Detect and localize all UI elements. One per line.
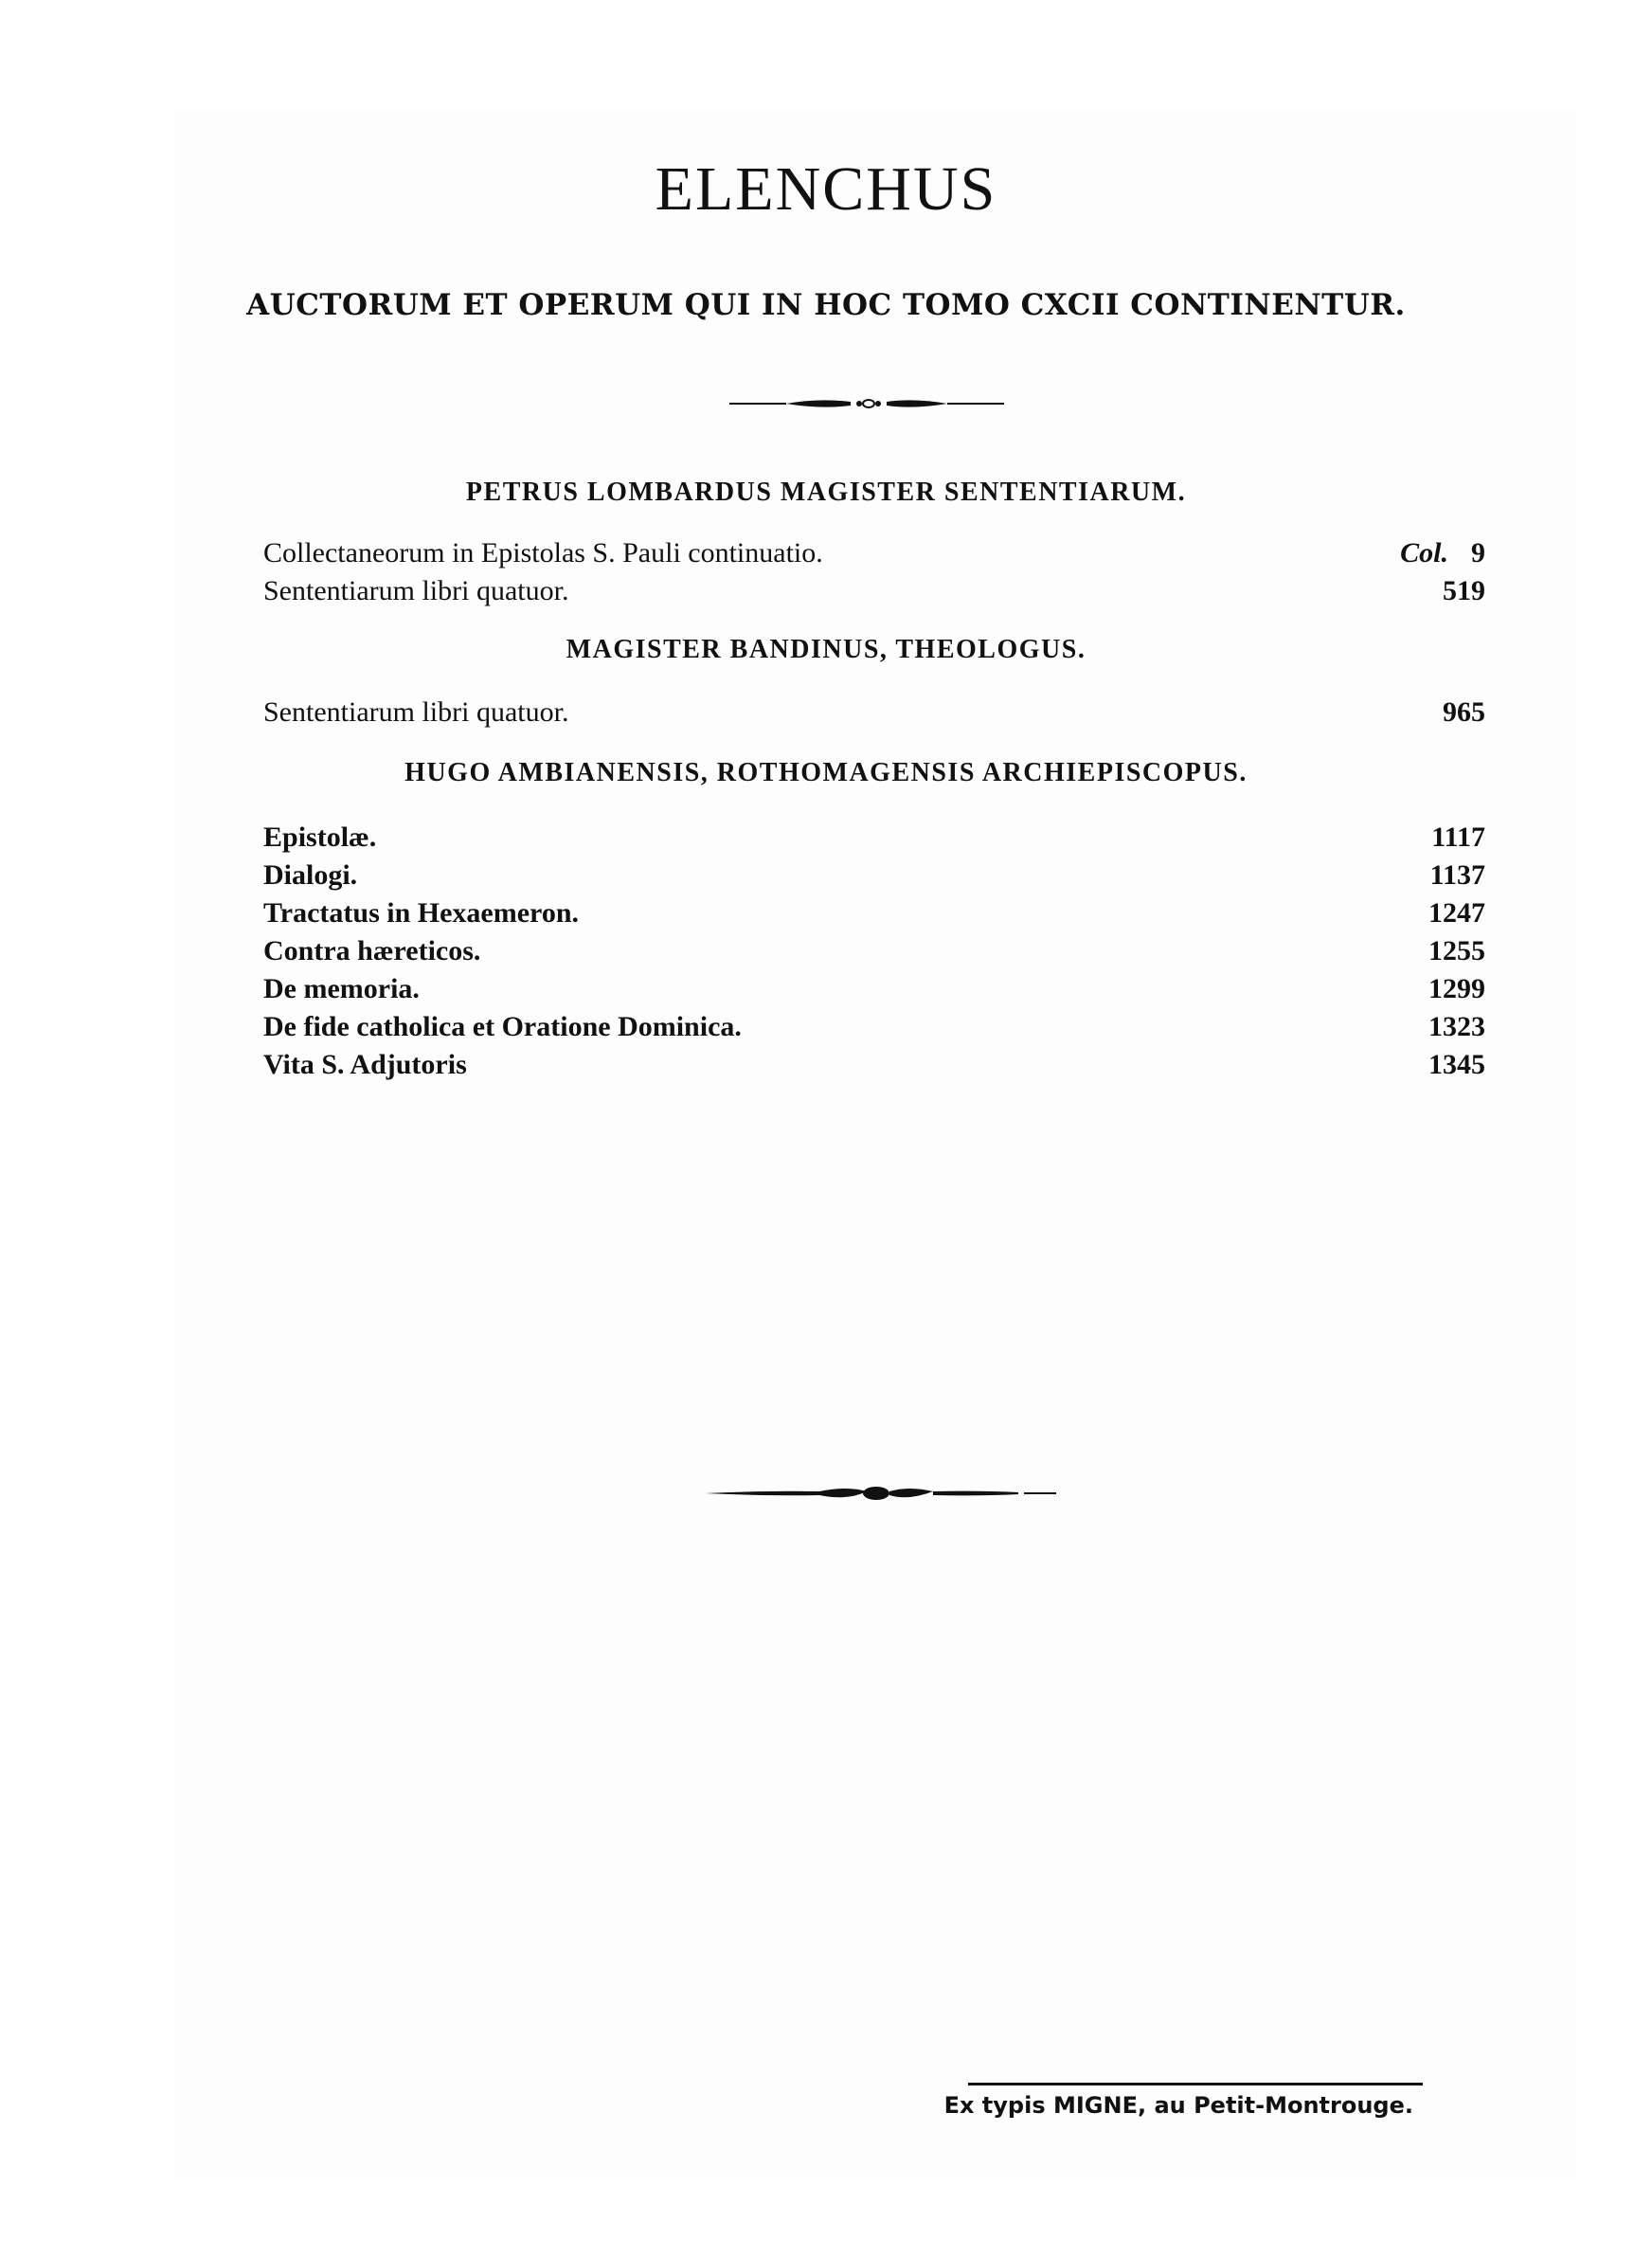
column-number: 9 — [1471, 537, 1485, 569]
imprint-rule — [968, 2083, 1423, 2085]
ornament-rule-top — [729, 394, 1004, 413]
column-number: 519 — [1443, 575, 1485, 606]
column-number: 1299 — [1428, 973, 1485, 1004]
list-item — [263, 894, 1485, 932]
entry-title: Epistolæ. — [263, 822, 377, 853]
entry-title: Sententiarum libri quatuor. — [263, 575, 569, 606]
column-label: Col. — [1400, 537, 1448, 569]
list-item — [263, 970, 1485, 1008]
section-author-petrus-lombardus: PETRUS LOMBARDUS MAGISTER SENTENTIARUM. — [465, 478, 1187, 507]
list-item — [263, 932, 1485, 970]
column-number: 1247 — [1428, 897, 1485, 929]
section-entries-hugo-ambianensis — [263, 819, 1485, 1084]
list-item — [263, 694, 1485, 731]
entry-title: Sententiarum libri quatuor. — [263, 696, 569, 728]
section-entries-petrus-lombardus — [263, 534, 1485, 610]
column-number: 1345 — [1428, 1049, 1485, 1080]
printer-imprint: Ex typis MIGNE, au Petit-Montrouge. — [943, 2092, 1413, 2119]
column-number: 1117 — [1431, 822, 1485, 853]
entry-title: Tractatus in Hexaemeron. — [263, 897, 580, 929]
list-item — [263, 1046, 1485, 1084]
page-subtitle: AUCTORUM ET OPERUM QUI IN HOC TOMO CXCII CONTINENTUR. — [246, 288, 1406, 322]
column-number: 1137 — [1429, 859, 1485, 891]
entry-column — [1400, 534, 1485, 572]
section-entries-bandinus — [263, 694, 1485, 731]
page-sheet — [175, 112, 1575, 2177]
entry-title: De fide catholica et Oratione Dominica. — [263, 1011, 742, 1042]
column-number: 1323 — [1428, 1011, 1485, 1042]
section-author-bandinus: MAGISTER BANDINUS, THEOLOGUS. — [566, 635, 1086, 664]
column-number: 1255 — [1428, 935, 1485, 966]
list-item — [263, 819, 1485, 857]
entry-title: Dialogi. — [263, 859, 358, 891]
list-item — [263, 1008, 1485, 1046]
page-title: ELENCHUS — [655, 154, 997, 224]
ornament-rule-bottom — [706, 1482, 1056, 1505]
column-number: 965 — [1443, 696, 1485, 728]
list-item — [263, 534, 1485, 572]
entry-title: Vita S. Adjutoris — [263, 1049, 467, 1080]
entry-title: Contra hæreticos. — [263, 935, 481, 966]
list-item — [263, 572, 1485, 610]
entry-title: De memoria. — [263, 973, 420, 1004]
section-author-hugo-ambianensis: HUGO AMBIANENSIS, ROTHOMAGENSIS ARCHIEPISCOPUS. — [404, 758, 1248, 787]
list-item — [263, 857, 1485, 894]
entry-title: Collectaneorum in Epistolas S. Pauli continuatio. — [263, 537, 823, 569]
